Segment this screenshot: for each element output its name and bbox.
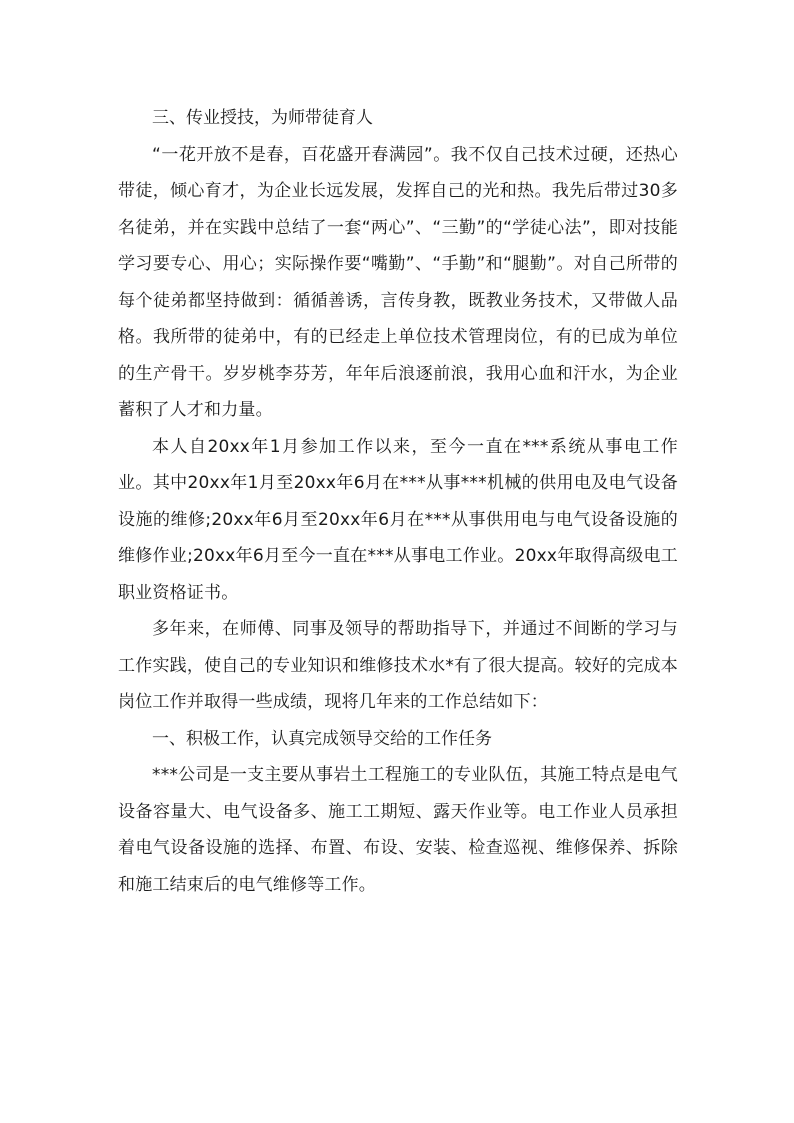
section-3-heading: 三、传业授技，为师带徒育人 [152, 108, 373, 128]
section-1-heading: 一、积极工作，认真完成领导交给的工作任务 [152, 728, 492, 749]
document-body [118, 100, 678, 903]
paragraph-summary-intro: 多年来，在师傅、同事及领导的帮助指导下，并通过不间断的学习与工作实践，使自己的专业知识和维修技术水*有了很大提高。较好的完成本岗位工作并取得一些成绩，现将几年来的工作总结如下： [118, 619, 678, 712]
paragraph-career-history: 本人自20xx年1月参加工作以来，至今一直在***系统从事电工作业。其中20xx年1月至20xx年6月在***从事***机械的供用电及电气设备设施的维修;20xx年6月至20xx年6月在***从事供用电与电气设备设施的维修作业;20xx年6月至今一直在***从事电工作业。20xx年取得高级电工职业资格证书。 [118, 436, 678, 603]
paragraph-company-work: ***公司是一支主要从事岩土工程施工的专业队伍，其施工特点是电气设备容量大、电气设备多、施工工期短、露天作业等。电工作业人员承担着电气设备设施的选择、布置、布设、安装、检查巡视、维修保养、拆除和施工结束后的电气维修等工作。 [118, 765, 678, 895]
paragraph-mentoring: “一花开放不是春，百花盛开春满园”。我不仅自己技术过硬，还热心带徒，倾心育才，为企业长远发展，发挥自己的光和热。我先后带过30多名徒弟，并在实践中总结了一套“两心”、“三勤”的“学徒心法”，即对技能学习要专心、用心；实际操作要“嘴勤”、“手勤”和“腿勤”。对自己所带的每个徒弟都坚持做到：循循善诱，言传身教，既教业务技术，又带做人品格。我所带的徒弟中，有的已经走上单位技术管理岗位，有的已成为单位的生产骨干。岁岁桃李芬芳，年年后浪逐前浪，我用心血和汗水，为企业蓄积了人才和力量。 [118, 144, 678, 420]
